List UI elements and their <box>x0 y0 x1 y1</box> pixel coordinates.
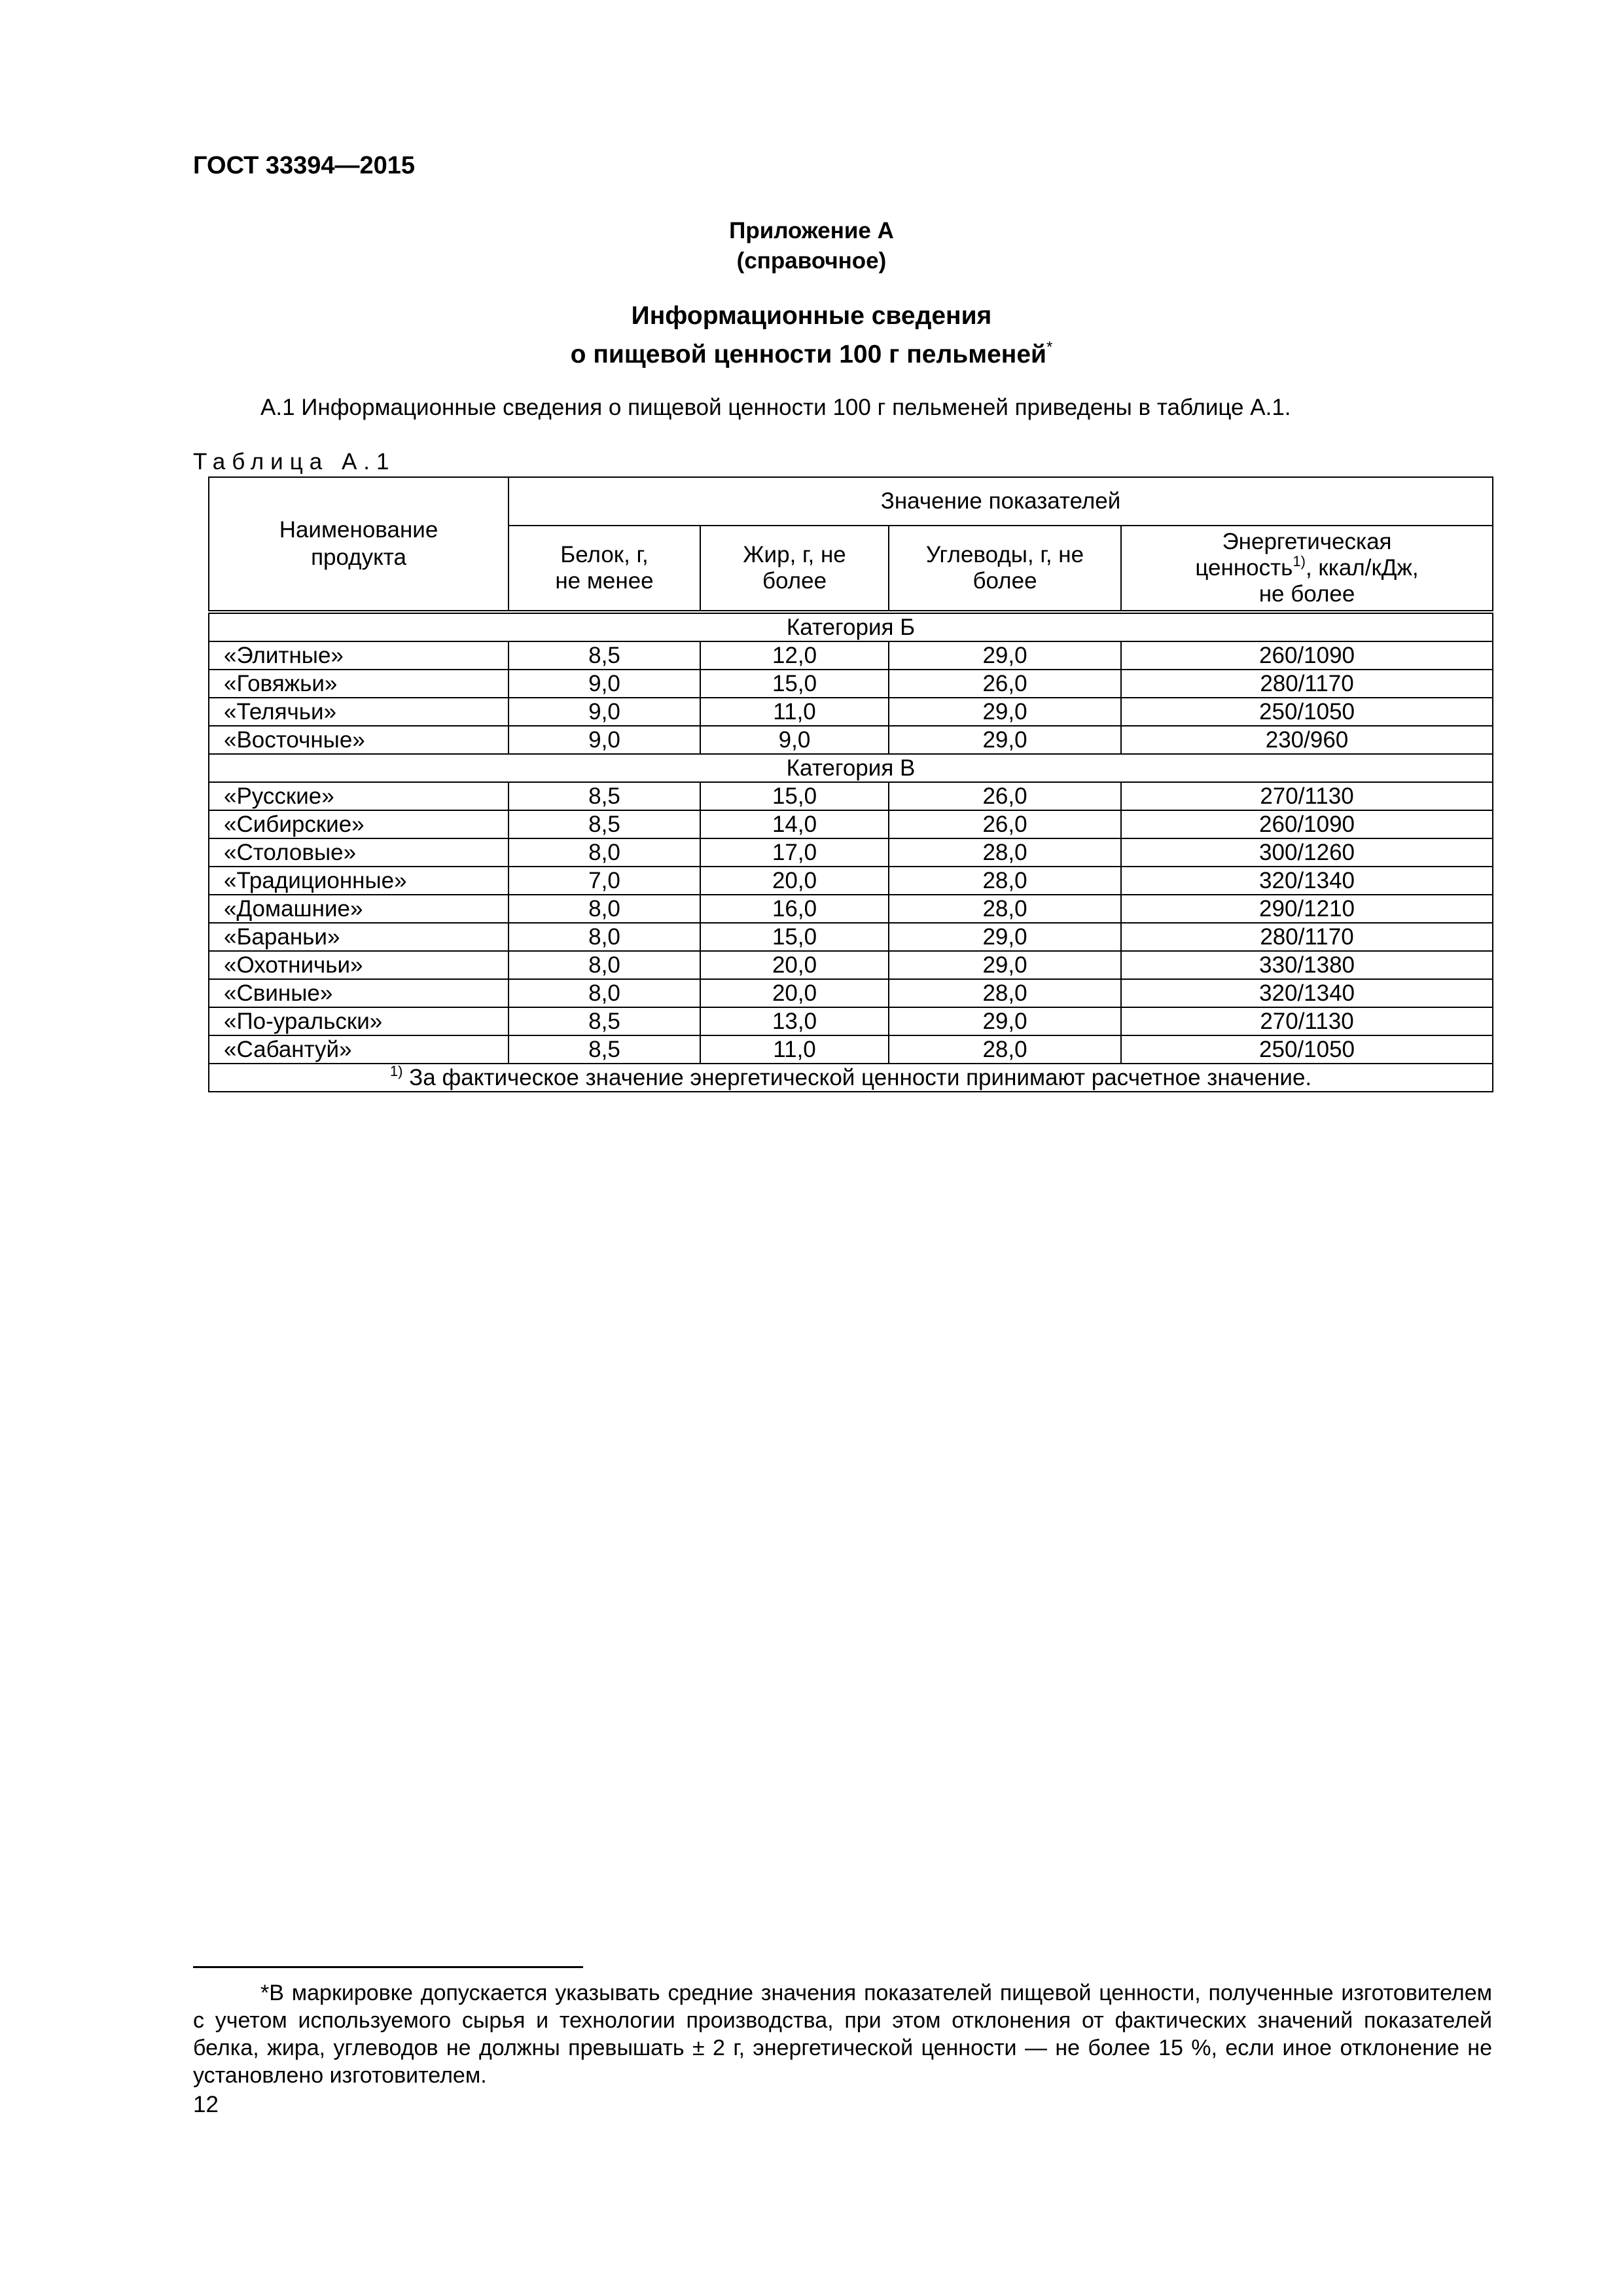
table-row <box>209 698 1493 726</box>
carbs-cell: 29,0 <box>889 923 1121 951</box>
product-name-cell: «Столовые» <box>209 838 508 867</box>
header-fat: Жир, г, не более <box>700 526 889 612</box>
table-row <box>209 1007 1493 1035</box>
table-row <box>209 726 1493 754</box>
product-name-cell: «Охотничьи» <box>209 951 508 979</box>
energy-cell: 300/1260 <box>1121 838 1493 867</box>
carbs-cell: 29,0 <box>889 726 1121 754</box>
product-name-cell: «Сабантуй» <box>209 1035 508 1064</box>
protein-cell: 8,0 <box>508 838 700 867</box>
table-row <box>209 782 1493 810</box>
protein-cell: 8,0 <box>508 923 700 951</box>
table-footnote-row <box>209 1064 1493 1092</box>
energy-cell: 250/1050 <box>1121 1035 1493 1064</box>
footnote-separator <box>193 1966 583 1968</box>
carbs-cell: 26,0 <box>889 782 1121 810</box>
carbs-cell: 28,0 <box>889 979 1121 1007</box>
energy-cell: 320/1340 <box>1121 979 1493 1007</box>
table-row <box>209 641 1493 670</box>
carbs-cell: 26,0 <box>889 670 1121 698</box>
energy-cell: 290/1210 <box>1121 895 1493 923</box>
protein-cell: 9,0 <box>508 726 700 754</box>
fat-cell: 11,0 <box>700 1035 889 1064</box>
carbs-cell: 28,0 <box>889 1035 1121 1064</box>
header-energy-text1: Энергетическая ценность <box>1195 529 1392 581</box>
protein-cell: 8,5 <box>508 782 700 810</box>
energy-cell: 270/1130 <box>1121 1007 1493 1035</box>
product-name-cell: «Восточные» <box>209 726 508 754</box>
nutrition-table-body <box>209 477 1493 1092</box>
energy-cell: 280/1170 <box>1121 923 1493 951</box>
page-footnote: *В маркировке допускается указывать средние значения показателей пищевой ценности, полученные изготовителем с учетом используемого сырья и технологии производства, при этом отклонения от фактических значений показателей белка, жира, углеводов не должны превышать ± 2 г, энергетической ценности — не более 15 %, если иное отклонение не установлено изготовителем. <box>193 1981 1492 2088</box>
table-row <box>209 838 1493 867</box>
protein-cell: 8,0 <box>508 895 700 923</box>
energy-cell: 260/1090 <box>1121 641 1493 670</box>
table-row <box>209 951 1493 979</box>
table-row <box>209 979 1493 1007</box>
footnote-reference-mark: * <box>1046 338 1053 356</box>
fat-cell: 14,0 <box>700 810 889 838</box>
carbs-cell: 29,0 <box>889 1007 1121 1035</box>
energy-cell: 320/1340 <box>1121 867 1493 895</box>
fat-cell: 11,0 <box>700 698 889 726</box>
product-name-cell: «Телячьи» <box>209 698 508 726</box>
product-name-cell: «Домашние» <box>209 895 508 923</box>
section-title-line1: Информационные сведения <box>631 302 992 330</box>
energy-cell: 280/1170 <box>1121 670 1493 698</box>
fat-cell: 12,0 <box>700 641 889 670</box>
nutrition-table <box>208 476 1493 1092</box>
table-row <box>209 670 1493 698</box>
table-footnote <box>209 1064 1493 1092</box>
document-code: ГОСТ 33394—2015 <box>193 152 416 179</box>
table-row <box>209 810 1493 838</box>
protein-cell: 7,0 <box>508 867 700 895</box>
energy-cell: 230/960 <box>1121 726 1493 754</box>
fat-cell: 15,0 <box>700 670 889 698</box>
protein-cell: 9,0 <box>508 670 700 698</box>
table-row <box>209 867 1493 895</box>
header-energy <box>1121 526 1493 612</box>
energy-cell: 250/1050 <box>1121 698 1493 726</box>
table-caption: Таблица А.1 <box>193 449 396 475</box>
section-title-text: о пищевой ценности 100 г пельменей <box>570 340 1046 368</box>
fat-cell: 20,0 <box>700 979 889 1007</box>
category-label: Категория Б <box>209 612 1493 641</box>
carbs-cell: 28,0 <box>889 895 1121 923</box>
protein-cell: 8,0 <box>508 951 700 979</box>
fat-cell: 17,0 <box>700 838 889 867</box>
product-name-cell: «Традиционные» <box>209 867 508 895</box>
product-name-cell: «Бараньи» <box>209 923 508 951</box>
energy-cell: 330/1380 <box>1121 951 1493 979</box>
product-name-cell: «Русские» <box>209 782 508 810</box>
table-row <box>209 923 1493 951</box>
protein-cell: 8,5 <box>508 1007 700 1035</box>
product-name-cell: «Свиные» <box>209 979 508 1007</box>
header-protein: Белок, г, не менее <box>508 526 700 612</box>
protein-cell: 8,0 <box>508 979 700 1007</box>
fat-cell: 13,0 <box>700 1007 889 1035</box>
category-row <box>209 754 1493 782</box>
fat-cell: 20,0 <box>700 867 889 895</box>
intro-paragraph: А.1 Информационные сведения о пищевой ценности 100 г пельменей приведены в таблице А.1. <box>260 395 1291 420</box>
header-product-name: Наименование продукта <box>209 477 508 612</box>
header-energy-text2: , ккал/кДж, не более <box>1258 555 1419 607</box>
carbs-cell: 28,0 <box>889 838 1121 867</box>
carbs-cell: 26,0 <box>889 810 1121 838</box>
fat-cell: 15,0 <box>700 923 889 951</box>
product-name-cell: «По-уральски» <box>209 1007 508 1035</box>
fat-cell: 16,0 <box>700 895 889 923</box>
fat-cell: 20,0 <box>700 951 889 979</box>
table-header-row <box>209 477 1493 526</box>
protein-cell: 8,5 <box>508 810 700 838</box>
carbs-cell: 29,0 <box>889 641 1121 670</box>
header-carbs: Углеводы, г, не более <box>889 526 1121 612</box>
header-indicator-group: Значение показателей <box>508 477 1493 526</box>
header-energy-footnote-mark: 1) <box>1293 553 1306 569</box>
appendix-title: Приложение А <box>729 218 894 243</box>
energy-cell: 270/1130 <box>1121 782 1493 810</box>
category-label: Категория В <box>209 754 1493 782</box>
page-number: 12 <box>193 2092 219 2117</box>
appendix-type: (справочное) <box>736 248 887 274</box>
product-name-cell: «Сибирские» <box>209 810 508 838</box>
protein-cell: 9,0 <box>508 698 700 726</box>
table-row <box>209 1035 1493 1064</box>
energy-cell: 260/1090 <box>1121 810 1493 838</box>
carbs-cell: 29,0 <box>889 698 1121 726</box>
protein-cell: 8,5 <box>508 641 700 670</box>
table-row <box>209 895 1493 923</box>
carbs-cell: 28,0 <box>889 867 1121 895</box>
product-name-cell: «Говяжьи» <box>209 670 508 698</box>
table-footnote-text: За фактическое значение энергетической ценности принимают расчетное значение. <box>402 1064 1312 1090</box>
fat-cell: 9,0 <box>700 726 889 754</box>
protein-cell: 8,5 <box>508 1035 700 1064</box>
fat-cell: 15,0 <box>700 782 889 810</box>
product-name-cell: «Элитные» <box>209 641 508 670</box>
section-title-line2 <box>0 331 1623 371</box>
carbs-cell: 29,0 <box>889 951 1121 979</box>
table-footnote-mark: 1) <box>389 1062 403 1079</box>
category-row <box>209 612 1493 641</box>
